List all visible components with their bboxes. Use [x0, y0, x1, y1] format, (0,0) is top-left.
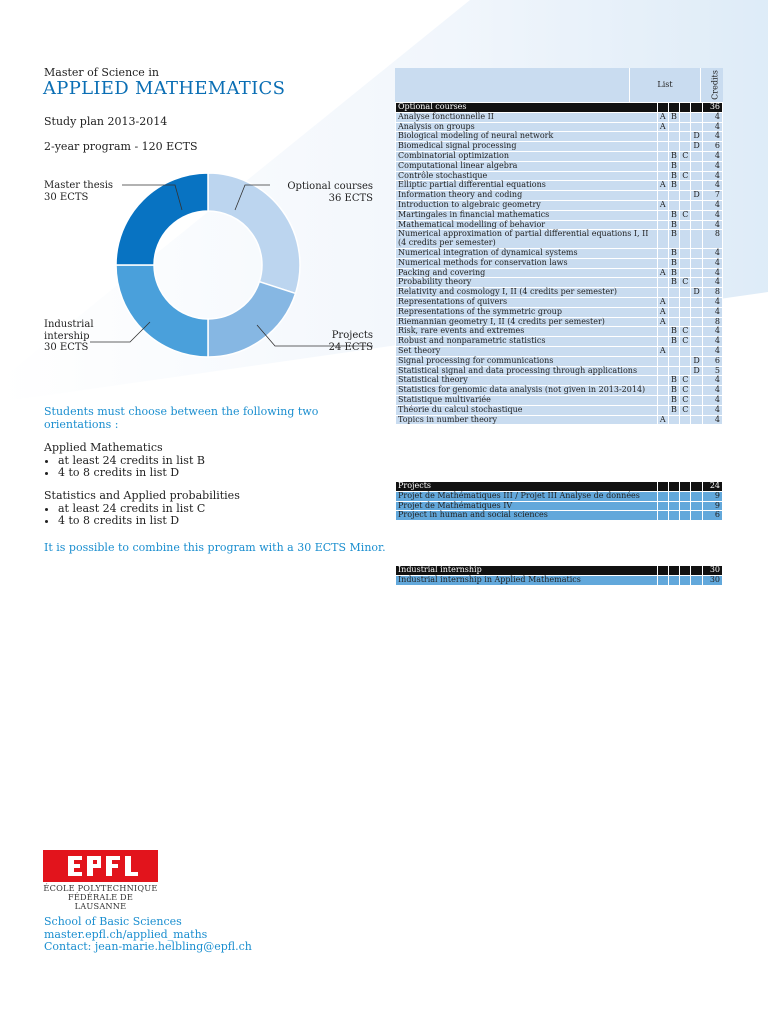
course-list-mark: [680, 181, 691, 191]
course-name: Packing and covering: [396, 268, 658, 278]
course-list-mark: [668, 142, 679, 152]
course-list-mark: [691, 268, 702, 278]
course-credits: 4: [702, 161, 722, 171]
course-list-mark: [691, 258, 702, 268]
course-name: Introduction to algebraic geometry: [396, 200, 658, 210]
course-list-mark: [680, 356, 691, 366]
course-list-mark: [691, 405, 702, 415]
course-list-mark: [680, 122, 691, 132]
course-name: Statistique multivariée: [396, 395, 658, 405]
course-list-mark: D: [691, 142, 702, 152]
course-list-mark: [680, 346, 691, 356]
course-name: Théorie du calcul stochastique: [396, 405, 658, 415]
course-list-mark: [657, 161, 668, 171]
course-list-mark: [680, 132, 691, 142]
course-list-mark: [657, 132, 668, 142]
course-list-mark: A: [657, 181, 668, 191]
label-industrial-internship: [44, 319, 94, 354]
course-list-mark: [657, 501, 668, 511]
course-list-mark: [657, 356, 668, 366]
course-list-mark: [691, 327, 702, 337]
course-list-mark: [691, 297, 702, 307]
course-credits: 9: [702, 491, 722, 501]
course-list-mark: [680, 575, 691, 585]
course-credits: 4: [702, 405, 722, 415]
course-list-mark: D: [691, 356, 702, 366]
course-list-mark: [668, 356, 679, 366]
course-name: Martingales in financial mathematics: [396, 210, 658, 220]
donut-slice-master-thesis: [116, 173, 208, 265]
course-list-mark: D: [691, 191, 702, 201]
course-credits: 4: [702, 327, 722, 337]
course-list-mark: [691, 317, 702, 327]
course-list-mark: [657, 288, 668, 298]
course-list-mark: [657, 278, 668, 288]
page-title: APPLIED MATHEMATICS: [43, 78, 286, 99]
course-list-mark: B: [668, 258, 679, 268]
section-header-row: [396, 566, 723, 576]
course-row: [396, 161, 723, 171]
label-master-thesis: [44, 180, 113, 203]
course-name: Statistics for genomic data analysis (not given in 2013-2014): [396, 386, 658, 396]
course-list-mark: [657, 405, 668, 415]
footer-url[interactable]: master.epfl.ch/applied_maths: [44, 927, 208, 941]
course-row: [396, 405, 723, 415]
course-credits: 4: [702, 171, 722, 181]
course-list-mark: [657, 327, 668, 337]
course-list-mark: C: [680, 337, 691, 347]
course-name: Signal processing for communications: [396, 356, 658, 366]
course-row: [396, 337, 723, 347]
course-row: [396, 511, 723, 521]
section-title: Projects: [396, 482, 658, 492]
course-list-mark: D: [691, 132, 702, 142]
study-plan-label: Study plan 2013-2014: [44, 115, 168, 128]
course-list-mark: [691, 171, 702, 181]
course-list-mark: A: [657, 112, 668, 122]
course-list-mark: [668, 575, 679, 585]
list-cell: [668, 566, 679, 576]
course-row: [396, 297, 723, 307]
course-list-mark: B: [668, 337, 679, 347]
course-credits: 6: [702, 511, 722, 521]
course-name: Risk, rare events and extremes: [396, 327, 658, 337]
course-name: Biomedical signal processing: [396, 142, 658, 152]
course-credits: 4: [702, 386, 722, 396]
course-list-mark: A: [657, 122, 668, 132]
course-list-mark: [691, 386, 702, 396]
course-list-mark: [657, 575, 668, 585]
course-list-mark: [668, 200, 679, 210]
course-row: [396, 142, 723, 152]
course-credits: 5: [702, 366, 722, 376]
course-name: Numerical approximation of partial differential equations I, II (4 credits per semester): [396, 230, 658, 249]
course-row: [396, 491, 723, 501]
course-name: Statistical signal and data processing through applications: [396, 366, 658, 376]
course-list-mark: [680, 161, 691, 171]
course-row: [396, 575, 723, 585]
course-list-mark: [657, 491, 668, 501]
course-name: Combinatorial optimization: [396, 151, 658, 161]
course-list-mark: [680, 230, 691, 249]
course-credits: 4: [702, 181, 722, 191]
course-credits: 4: [702, 151, 722, 161]
course-credits: 6: [702, 356, 722, 366]
course-list-mark: [657, 191, 668, 201]
label-value: 24 ECTS: [328, 341, 373, 353]
course-row: [396, 200, 723, 210]
program-duration: 2-year program - 120 ECTS: [44, 140, 198, 153]
course-list-mark: A: [657, 415, 668, 425]
course-name: Analysis on groups: [396, 122, 658, 132]
course-row: [396, 258, 723, 268]
course-name: Analyse fonctionnelle II: [396, 112, 658, 122]
course-list-mark: [691, 307, 702, 317]
course-credits: 4: [702, 258, 722, 268]
course-row: [396, 356, 723, 366]
course-name: Projet de Mathématiques III / Projet III Analyse de données: [396, 491, 658, 501]
course-credits: 4: [702, 395, 722, 405]
course-credits: 8: [702, 317, 722, 327]
course-list-mark: B: [668, 327, 679, 337]
course-list-mark: B: [668, 405, 679, 415]
course-list-mark: B: [668, 376, 679, 386]
label-value: 36 ECTS: [328, 192, 373, 204]
epfl-logo-mark: [43, 850, 158, 882]
course-credits: 4: [702, 210, 722, 220]
course-list-mark: [691, 230, 702, 249]
list-cell: [691, 103, 702, 113]
course-list-mark: [668, 297, 679, 307]
label-value: 30 ECTS: [44, 342, 89, 353]
course-list-mark: [691, 210, 702, 220]
course-credits: 4: [702, 112, 722, 122]
program-subtitle: Master of Science in: [44, 66, 159, 79]
orientation-requirement: • 4 to 8 credits in list D: [58, 515, 240, 528]
course-name: Projet de Mathématiques IV: [396, 501, 658, 511]
course-name: Elliptic partial differential equations: [396, 181, 658, 191]
course-list-mark: C: [680, 386, 691, 396]
course-credits: 4: [702, 337, 722, 347]
course-list-mark: A: [657, 307, 668, 317]
course-credits: 9: [702, 501, 722, 511]
orientation-requirement: • at least 24 credits in list B: [58, 455, 205, 468]
course-row: [396, 386, 723, 396]
course-list-mark: [657, 376, 668, 386]
course-credits: 4: [702, 132, 722, 142]
course-credits: 4: [702, 268, 722, 278]
course-list-mark: [668, 122, 679, 132]
course-row: [396, 112, 723, 122]
course-list-mark: A: [657, 346, 668, 356]
course-list-mark: [691, 200, 702, 210]
course-list-mark: B: [668, 220, 679, 230]
course-list-mark: B: [668, 171, 679, 181]
course-row: [396, 191, 723, 201]
label-optional-courses: [273, 181, 373, 204]
course-list-mark: C: [680, 151, 691, 161]
course-list-mark: B: [668, 210, 679, 220]
course-name: Numerical integration of dynamical systems: [396, 248, 658, 258]
course-name: Mathematical modelling of behavior: [396, 220, 658, 230]
list-cell: [691, 482, 702, 492]
course-credits: 4: [702, 346, 722, 356]
label-name-line2: intership: [44, 330, 90, 342]
course-credits: 4: [702, 376, 722, 386]
course-credits: 4: [702, 307, 722, 317]
course-credits: 6: [702, 142, 722, 152]
course-name: Biological modeling of neural network: [396, 132, 658, 142]
course-list-mark: C: [680, 395, 691, 405]
list-cell: [657, 482, 668, 492]
list-cell: [657, 566, 668, 576]
section-total: 24: [702, 482, 722, 492]
course-list-mark: B: [668, 395, 679, 405]
course-row: [396, 415, 723, 425]
course-list-mark: B: [668, 386, 679, 396]
footer-contact: [44, 916, 252, 954]
course-list-mark: B: [668, 161, 679, 171]
course-credits: 30: [702, 575, 722, 585]
course-credits: 8: [702, 230, 722, 249]
course-list-mark: A: [657, 268, 668, 278]
footer-email[interactable]: Contact: jean-marie.helbling@epfl.ch: [44, 940, 252, 953]
orientation-statistics: [44, 490, 240, 528]
course-list-mark: [680, 415, 691, 425]
course-list-mark: [680, 501, 691, 511]
course-row: [396, 395, 723, 405]
course-list-mark: B: [668, 151, 679, 161]
course-row: [396, 307, 723, 317]
course-list-mark: [691, 415, 702, 425]
course-list-mark: [668, 346, 679, 356]
orientation-applied-math: [44, 442, 205, 480]
course-list-mark: [691, 248, 702, 258]
course-list-mark: [680, 288, 691, 298]
course-list-mark: [657, 230, 668, 249]
list-cell: [680, 103, 691, 113]
course-list-mark: D: [691, 288, 702, 298]
label-value: 30 ECTS: [44, 191, 89, 203]
course-row: [396, 210, 723, 220]
course-list-mark: [691, 220, 702, 230]
course-list-mark: [680, 112, 691, 122]
course-list-mark: [657, 248, 668, 258]
course-name: Industrial internship in Applied Mathematics: [396, 575, 658, 585]
course-list-mark: A: [657, 317, 668, 327]
course-list-mark: [657, 220, 668, 230]
minor-note: It is possible to combine this program with a 30 ECTS Minor.: [44, 541, 386, 554]
course-name: Relativity and cosmology I, II (4 credits per semester): [396, 288, 658, 298]
section-total: 30: [702, 566, 722, 576]
course-name: Riemannian geometry I, II (4 credits per semester): [396, 317, 658, 327]
school-name: [43, 884, 158, 912]
course-name: Representations of the symmetric group: [396, 307, 658, 317]
course-list-mark: [657, 210, 668, 220]
credits-column-header: [706, 68, 723, 102]
course-row: [396, 346, 723, 356]
list-cell: [691, 566, 702, 576]
course-list-mark: [657, 395, 668, 405]
course-list-mark: B: [668, 112, 679, 122]
course-list-mark: [680, 511, 691, 521]
course-list-mark: [680, 491, 691, 501]
course-list-mark: C: [680, 278, 691, 288]
course-list-mark: [668, 491, 679, 501]
course-list-mark: [691, 151, 702, 161]
course-list-mark: [691, 395, 702, 405]
course-name: Numerical methods for conservation laws: [396, 258, 658, 268]
course-list-mark: [680, 307, 691, 317]
label-name: Industrial: [44, 319, 94, 330]
course-list-mark: [680, 200, 691, 210]
course-list-mark: [691, 491, 702, 501]
course-name: Information theory and coding: [396, 191, 658, 201]
section-header-row: [396, 103, 723, 113]
course-list-mark: [657, 366, 668, 376]
course-credits: 4: [702, 220, 722, 230]
projects-table: [395, 481, 723, 521]
course-name: Probability theory: [396, 278, 658, 288]
optional-courses-table: [395, 102, 723, 425]
course-name: Topics in number theory: [396, 415, 658, 425]
orientation-intro: Students must choose between the following two orientations :: [44, 405, 319, 431]
course-list-mark: B: [668, 181, 679, 191]
course-list-mark: [657, 337, 668, 347]
label-name: Master thesis: [44, 180, 114, 191]
course-list-mark: [668, 132, 679, 142]
course-list-mark: [668, 511, 679, 521]
course-list-mark: [691, 161, 702, 171]
orientation-requirement: • at least 24 credits in list C: [58, 503, 240, 516]
course-list-mark: B: [668, 268, 679, 278]
list-cell: [657, 103, 668, 113]
course-list-mark: [657, 511, 668, 521]
course-list-mark: [691, 346, 702, 356]
label-name: Optional courses: [287, 181, 373, 192]
course-list-mark: [668, 191, 679, 201]
list-cell: [668, 103, 679, 113]
course-credits: 7: [702, 191, 722, 201]
course-credits: 8: [702, 288, 722, 298]
course-list-mark: [680, 191, 691, 201]
course-name: Statistical theory: [396, 376, 658, 386]
course-list-mark: [657, 142, 668, 152]
course-list-mark: [657, 151, 668, 161]
course-name: Project in human and social sciences: [396, 511, 658, 521]
course-list-mark: [691, 511, 702, 521]
section-header-row: [396, 482, 723, 492]
course-list-mark: [680, 220, 691, 230]
course-list-mark: [691, 112, 702, 122]
internship-table: [395, 565, 723, 586]
course-list-mark: [680, 248, 691, 258]
school-name-line1: ÉCOLE POLYTECHNIQUE: [43, 883, 158, 893]
label-name: Projects: [331, 330, 373, 341]
section-total: 36: [702, 103, 722, 113]
course-list-mark: C: [680, 327, 691, 337]
footer-school: School of Basic Sciences: [44, 915, 182, 928]
course-credits: 4: [702, 297, 722, 307]
course-list-mark: [680, 142, 691, 152]
course-list-mark: [668, 307, 679, 317]
orientation-title: Statistics and Applied probabilities: [44, 489, 240, 502]
course-list-mark: B: [668, 278, 679, 288]
donut-slice-industrial-intership: [116, 265, 208, 357]
course-credits: 4: [702, 122, 722, 132]
label-projects: [300, 330, 373, 353]
list-column-header: List: [629, 68, 701, 102]
school-name-line2: FÉDÉRALE DE LAUSANNE: [67, 892, 134, 912]
course-list-mark: [691, 501, 702, 511]
course-credits: 4: [702, 278, 722, 288]
course-list-mark: [691, 337, 702, 347]
course-list-mark: B: [668, 248, 679, 258]
course-list-mark: D: [691, 366, 702, 376]
list-cell: [680, 566, 691, 576]
course-list-mark: [668, 415, 679, 425]
course-row: [396, 248, 723, 258]
course-credits: 4: [702, 248, 722, 258]
course-list-mark: C: [680, 376, 691, 386]
course-list-mark: C: [680, 171, 691, 181]
list-cell: [680, 482, 691, 492]
orientation-title: Applied Mathematics: [44, 441, 163, 454]
course-list-mark: [657, 386, 668, 396]
course-row: [396, 151, 723, 161]
list-cell: [668, 482, 679, 492]
course-list-mark: [668, 288, 679, 298]
course-credits: 4: [702, 200, 722, 210]
section-title: Optional courses: [396, 103, 658, 113]
course-list-mark: [680, 297, 691, 307]
course-row: [396, 230, 723, 249]
courses-table-header: [395, 68, 723, 102]
course-list-mark: B: [668, 230, 679, 249]
course-name: Robust and nonparametric statistics: [396, 337, 658, 347]
course-list-mark: [691, 575, 702, 585]
course-list-mark: A: [657, 297, 668, 307]
course-list-mark: [668, 501, 679, 511]
epfl-logo: [43, 850, 158, 882]
course-credits: 4: [702, 415, 722, 425]
course-name: Representations of quivers: [396, 297, 658, 307]
course-list-mark: [657, 258, 668, 268]
course-list-mark: [691, 376, 702, 386]
section-title: Industrial internship: [396, 566, 658, 576]
course-row: [396, 288, 723, 298]
orientation-requirement: • 4 to 8 credits in list D: [58, 467, 205, 480]
credits-header-label: Credits: [710, 70, 719, 100]
course-name: Contrôle stochastique: [396, 171, 658, 181]
course-list-mark: C: [680, 210, 691, 220]
course-list-mark: A: [657, 200, 668, 210]
course-list-mark: [680, 258, 691, 268]
course-list-mark: C: [680, 405, 691, 415]
course-name: Computational linear algebra: [396, 161, 658, 171]
course-name: Set theory: [396, 346, 658, 356]
